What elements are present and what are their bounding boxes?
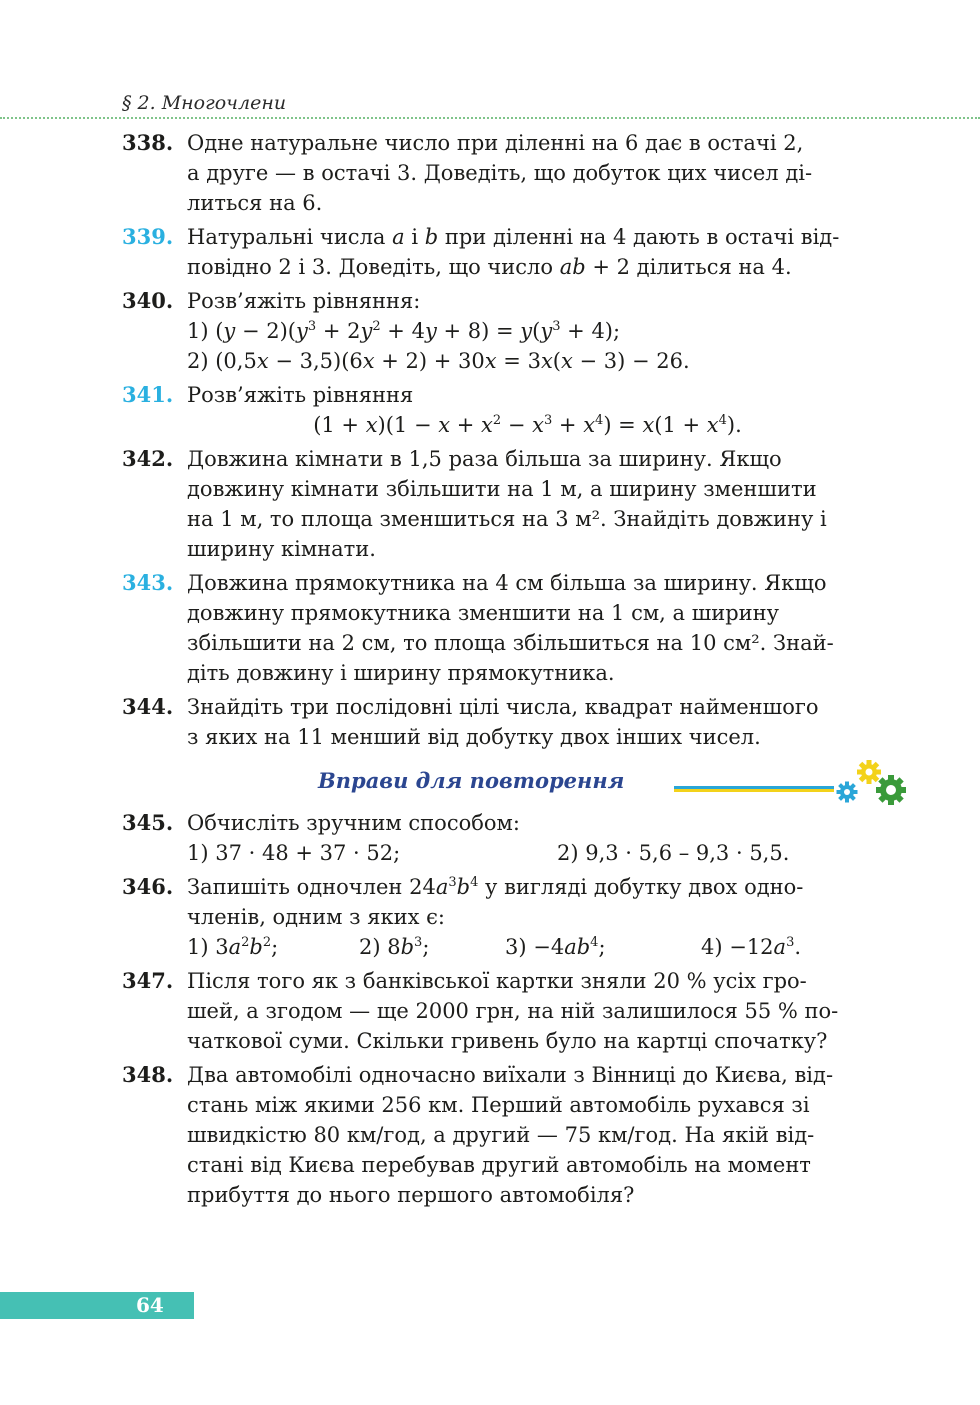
text-line: членів, одним з яких є:	[187, 905, 445, 929]
exercise-number: 345.	[122, 810, 174, 835]
part-1: 1) $3a^2b^2$;	[187, 935, 279, 959]
exercise-342	[122, 444, 908, 564]
text-line: Два автомобілі одночасно виїхали з Вінниці до Києва, від-	[187, 1063, 834, 1087]
running-header: § 2. Многочлени	[122, 92, 287, 114]
text-line: на 1 м, то площа зменшиться на 3 м². Знайдіть довжину і	[187, 507, 827, 531]
part-3: $3) -4ab^4$;	[505, 935, 606, 959]
exercise-340	[122, 286, 908, 376]
exercise-title: Обчисліть зручним способом:	[187, 811, 520, 835]
text-line: прибуття до нього першого автомобіля?	[187, 1183, 635, 1207]
text-line: довжину прямокутника зменшити на 1 см, а ширину	[187, 601, 780, 625]
text-line: збільшити на 2 см, то площа збільшиться на 10 см². Знай-	[187, 631, 834, 655]
exercise-343	[122, 568, 908, 688]
exercise-348	[122, 1060, 908, 1210]
gears-icon	[827, 756, 911, 806]
part-2: 2) $8b^3$;	[359, 935, 430, 959]
text-line: діть довжину і ширину прямокутника.	[187, 661, 615, 685]
exercise-list	[122, 128, 908, 1214]
task-parts	[187, 932, 908, 962]
equation-2: 2) (0,5x − 3,5)(6x + 2) + 30x = 3x(x − 3) − 26.	[187, 349, 690, 373]
exercise-number: 343.	[122, 570, 174, 595]
header-divider	[0, 117, 980, 119]
exercise-345	[122, 808, 908, 868]
part-2: 2) 9,3 · 5,6 – 9,3 · 5,5.	[557, 841, 790, 865]
exercise-number: 341.	[122, 382, 174, 407]
exercise-341	[122, 380, 908, 440]
text-line: стані від Києва перебував другий автомобіль на момент	[187, 1153, 811, 1177]
exercise-344	[122, 692, 908, 752]
equation: $(1 + x)(1 - x + x^2 - x^3 + x^4) = x(1 + x^4)$.	[313, 413, 742, 437]
exercise-346	[122, 872, 908, 962]
exercise-number: 338.	[122, 130, 174, 155]
exercise-number: 342.	[122, 446, 174, 471]
page-number-bar	[0, 1292, 194, 1319]
text-line: Знайдіть три послідовні цілі числа, квадрат найменшого	[187, 695, 819, 719]
text-line: Натуральні числа a і b при діленні на 4 дають в остачі від-	[187, 225, 840, 249]
section-title: Вправи для повторення	[318, 768, 625, 793]
text-line: литься на 6.	[187, 191, 323, 215]
exercise-title: Розв’яжіть рівняння	[187, 383, 414, 407]
section-heading	[122, 756, 908, 808]
text-line: Після того як з банківської картки зняли 20 % усіх гро-	[187, 969, 807, 993]
task-parts	[187, 838, 908, 868]
exercise-number: 347.	[122, 968, 174, 993]
exercise-338	[122, 128, 908, 218]
exercise-number: 348.	[122, 1062, 174, 1087]
text-line: швидкістю 80 км/год, а другий — 75 км/год. На якій від-	[187, 1123, 815, 1147]
page-number: 64	[136, 1293, 164, 1317]
text-line: Довжина прямокутника на 4 см більша за ширину. Якщо	[187, 571, 827, 595]
text-line: Запишіть одночлен $24a^3b^4$ у вигляді добутку двох одно-	[187, 875, 804, 899]
text-line: повідно 2 і 3. Доведіть, що число ab + 2 ділиться на 4.	[187, 255, 792, 279]
exercise-title: Розв’яжіть рівняння:	[187, 289, 421, 313]
exercise-number: 339.	[122, 224, 174, 249]
text-line: ширину кімнати.	[187, 537, 376, 561]
exercise-number: 344.	[122, 694, 174, 719]
exercise-number: 340.	[122, 288, 174, 313]
text-line: а друге — в остачі 3. Доведіть, що добуток цих чисел ді-	[187, 161, 813, 185]
exercise-347	[122, 966, 908, 1056]
exercise-number: 346.	[122, 874, 174, 899]
text-line: шей, а згодом — ще 2000 грн, на ній залишилося 55 % по-	[187, 999, 839, 1023]
exercise-339	[122, 222, 908, 282]
part-4: $4) -12a^3$.	[701, 935, 802, 959]
text-line: Довжина кімнати в 1,5 раза більша за ширину. Якщо	[187, 447, 782, 471]
text-line: довжину кімнати збільшити на 1 м, а ширину зменшити	[187, 477, 817, 501]
text-line: Одне натуральне число при діленні на 6 дає в остачі 2,	[187, 131, 804, 155]
decorative-stripe	[674, 786, 834, 792]
part-1: 1) 37 · 48 + 37 · 52;	[187, 841, 401, 865]
text-line: з яких на 11 менший від добутку двох інших чисел.	[187, 725, 761, 749]
text-line: стань між якими 256 км. Перший автомобіль рухався зі	[187, 1093, 810, 1117]
equation-1: 1) $(y - 2)(y^3 + 2y^2 + 4y + 8) = y(y^3 + 4)$;	[187, 319, 621, 343]
text-line: чаткової суми. Скільки гривень було на картці спочатку?	[187, 1029, 828, 1053]
